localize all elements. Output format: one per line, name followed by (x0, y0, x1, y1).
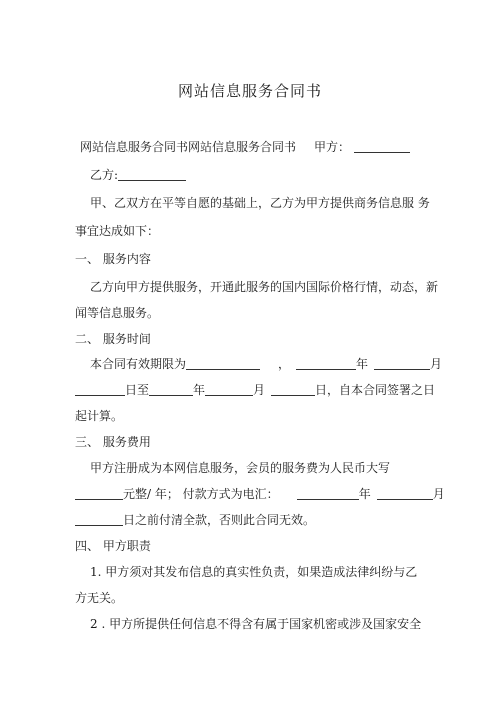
pay-deadline-label: 日之前付清全款，否则此合同无效。 (123, 513, 316, 527)
section-3-heading: 三、 服务费用 (75, 435, 151, 449)
header-prefix: 网站信息服务合同书网站信息服务合同书 (80, 140, 297, 154)
end-year-blank (149, 382, 193, 396)
end-month-label: 月 (253, 383, 266, 397)
end-year-label: 年 (193, 383, 206, 397)
section-1-heading: 一、 服务内容 (75, 252, 151, 266)
month-label: 月 (430, 357, 443, 371)
intro-line-2: 事宜达成如下： (75, 224, 160, 238)
section-4-heading: 四、 甲方职责 (75, 539, 151, 553)
fee-label: 元整/ 年； 付款方式为电汇： (123, 487, 279, 501)
section-4-item-2-line-1: 2 . 甲方所提供任何信息不得含有属于国家机密或涉及国家安全 (90, 617, 422, 631)
section-3-line-3 (75, 511, 315, 528)
end-day-blank (271, 382, 315, 396)
end-month-blank (205, 382, 253, 396)
party-a-blank (354, 139, 410, 153)
party-a-label: 甲方： (314, 140, 351, 154)
pay-year-blank (297, 486, 359, 500)
term-blank (186, 356, 260, 370)
day-to-label: 日至 (125, 383, 150, 397)
pay-month-blank (377, 486, 433, 500)
section-3-line-1: 甲方注册成为本网信息服务，会员的服务费为人民币大写 (90, 461, 391, 475)
section-1-line-1: 乙方向甲方提供服务，开通此服务的国内国际价格行情，动态，新 (90, 280, 439, 294)
section-2-line-3: 起计算。 (75, 409, 124, 423)
start-day-blank (75, 382, 125, 396)
term-label: 本合同有效期限为 (90, 357, 187, 371)
pay-year-label: 年 (358, 487, 371, 501)
section-4-item-1-line-2: 方无关。 (75, 591, 124, 605)
section-4-item-1-line-1: 1. 甲方须对其发布信息的真实性负责，如果造成法律纠纷与乙 (90, 565, 418, 579)
section-2-heading: 二、 服务时间 (75, 332, 151, 346)
section-2-line-2 (75, 381, 435, 398)
party-b-blank (118, 167, 186, 181)
fee-blank (75, 486, 123, 500)
pay-month-label: 月 (432, 487, 445, 501)
end-day-label: 日，自本合同签署之日 (315, 383, 436, 397)
section-3-line-2 (75, 485, 445, 502)
pay-day-blank (75, 512, 123, 526)
section-1-line-2: 闻等信息服务。 (75, 306, 160, 320)
section-2-line-1 (90, 355, 442, 372)
party-b-label: 乙方: (90, 168, 119, 182)
start-year-blank (296, 356, 356, 370)
intro-line-1: 甲、乙双方在平等自愿的基础上，乙方为甲方提供商务信息服 务 (90, 196, 430, 210)
year-label: 年 (356, 357, 369, 371)
comma: ， (278, 357, 291, 371)
party-b-line (90, 166, 186, 183)
header-line (80, 138, 410, 155)
start-month-blank (374, 356, 430, 370)
document-title: 网站信息服务合同书 (177, 82, 322, 100)
